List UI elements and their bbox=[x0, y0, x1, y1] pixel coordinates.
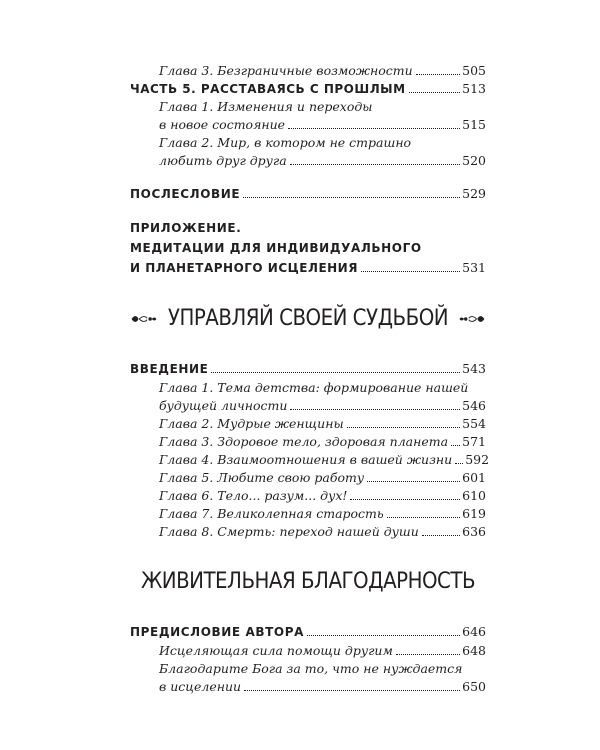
dot-leader bbox=[243, 197, 460, 198]
entry-title: Глава 6. Тело... разум... дух! bbox=[159, 488, 348, 503]
entry-title-line: любить друг друга bbox=[159, 153, 287, 168]
entry-title: ВВЕДЕНИЕ bbox=[130, 362, 209, 376]
toc-entry bbox=[130, 523, 486, 541]
dot-leader bbox=[416, 74, 460, 75]
toc-entry bbox=[130, 505, 486, 523]
entry-title: ПРЕДИСЛОВИЕ АВТОРА bbox=[130, 625, 305, 639]
entry-page: 571 bbox=[462, 434, 486, 449]
section-heading bbox=[130, 569, 486, 594]
entry-page: 529 bbox=[462, 186, 486, 201]
entry-title: Глава 2. Мудрые женщины bbox=[159, 416, 344, 431]
entry-title: Глава 7. Великолепная старость bbox=[159, 506, 384, 521]
entry-title-line: ПРИЛОЖЕНИЕ. bbox=[130, 221, 242, 235]
entry-page: 610 bbox=[462, 488, 486, 503]
entry-title: Глава 3. Здоровое тело, здоровая планета bbox=[159, 434, 449, 449]
toc-part-entry bbox=[130, 622, 486, 642]
toc-entry bbox=[130, 134, 486, 170]
entry-page: 554 bbox=[462, 416, 486, 431]
entry-page: 646 bbox=[462, 624, 486, 639]
entry-title: Глава 4. Взаимоотношения в вашей жизни bbox=[159, 452, 453, 467]
entry-page: 636 bbox=[462, 524, 486, 539]
entry-page: 505 bbox=[462, 63, 486, 78]
section-title: УПРАВЛЯЙ СВОЕЙ СУДЬБОЙ bbox=[167, 306, 449, 331]
entry-title-line: Благодарите Бога за то, что не нуждается bbox=[159, 661, 463, 676]
toc-entry bbox=[130, 62, 486, 80]
entry-title-line: Глава 2. Мир, в котором не страшно bbox=[159, 135, 412, 150]
entry-page: 531 bbox=[462, 260, 486, 275]
entry-title: Глава 8. Смерть: переход нашей души bbox=[159, 524, 419, 539]
entry-page: 601 bbox=[462, 470, 486, 485]
ornament-left-icon bbox=[130, 312, 158, 326]
toc-entry bbox=[130, 451, 490, 469]
dot-leader bbox=[387, 517, 460, 518]
entry-title: ПОСЛЕСЛОВИЕ bbox=[130, 187, 241, 201]
toc-part-entry bbox=[130, 359, 486, 379]
dot-leader bbox=[290, 409, 460, 410]
toc-page bbox=[130, 62, 490, 696]
toc-entry bbox=[130, 433, 486, 451]
dot-leader bbox=[211, 372, 460, 373]
ornament-left-icon bbox=[130, 575, 131, 589]
dot-leader bbox=[367, 481, 460, 482]
entry-page: 513 bbox=[462, 81, 486, 96]
entry-title: Глава 5. Любите свою работу bbox=[159, 470, 365, 485]
entry-page: 546 bbox=[462, 398, 486, 413]
entry-title-line: будущей личности bbox=[159, 398, 288, 413]
dot-leader bbox=[451, 445, 460, 446]
entry-page: 650 bbox=[462, 679, 486, 694]
dot-leader bbox=[244, 690, 460, 691]
toc-entry bbox=[130, 98, 486, 134]
toc-part-entry bbox=[130, 184, 486, 204]
dot-leader bbox=[409, 92, 461, 93]
toc-appendix-entry bbox=[130, 218, 486, 278]
entry-title-line: МЕДИТАЦИИ ДЛЯ ИНДИВИДУАЛЬНОГО bbox=[130, 241, 422, 255]
entry-title-line: в исцелении bbox=[159, 679, 242, 694]
entry-page: 648 bbox=[462, 643, 486, 658]
dot-leader bbox=[288, 128, 460, 129]
toc-entry bbox=[130, 415, 486, 433]
entry-title: Глава 3. Безграничные возможности bbox=[159, 63, 413, 78]
dot-leader bbox=[290, 164, 460, 165]
dot-leader bbox=[422, 535, 460, 536]
toc-entry bbox=[130, 469, 486, 487]
entry-title-line: в новое состояние bbox=[159, 117, 286, 132]
section-title: ЖИВИТЕЛЬНАЯ БЛАГОДАРНОСТЬ bbox=[140, 569, 476, 594]
dot-leader bbox=[396, 654, 460, 655]
dot-leader bbox=[455, 463, 463, 464]
toc-entry bbox=[130, 642, 486, 660]
section-heading bbox=[130, 306, 486, 331]
toc-part-entry bbox=[130, 80, 486, 98]
entry-page: 592 bbox=[465, 452, 490, 467]
toc-entry bbox=[130, 487, 486, 505]
entry-title: ЧАСТЬ 5. РАССТАВАЯСЬ С ПРОШЛЫМ bbox=[130, 82, 406, 96]
entry-page: 520 bbox=[462, 153, 486, 168]
dot-leader bbox=[347, 427, 461, 428]
ornament-right-icon bbox=[458, 312, 486, 326]
entry-title-line: И ПЛАНЕТАРНОГО ИСЦЕЛЕНИЯ bbox=[130, 261, 358, 275]
entry-page: 515 bbox=[462, 117, 486, 132]
entry-title-line: Глава 1. Тема детства: формирование нашей bbox=[159, 380, 469, 395]
ornament-right-icon bbox=[485, 575, 486, 589]
entry-page: 619 bbox=[462, 506, 486, 521]
entry-title-line: Глава 1. Изменения и переходы bbox=[159, 99, 373, 114]
toc-entry bbox=[130, 379, 486, 415]
dot-leader bbox=[307, 635, 460, 636]
dot-leader bbox=[361, 271, 460, 272]
entry-title: Исцеляющая сила помощи другим bbox=[159, 643, 393, 658]
entry-page: 543 bbox=[462, 361, 486, 376]
dot-leader bbox=[350, 499, 460, 500]
toc-entry bbox=[130, 660, 486, 696]
